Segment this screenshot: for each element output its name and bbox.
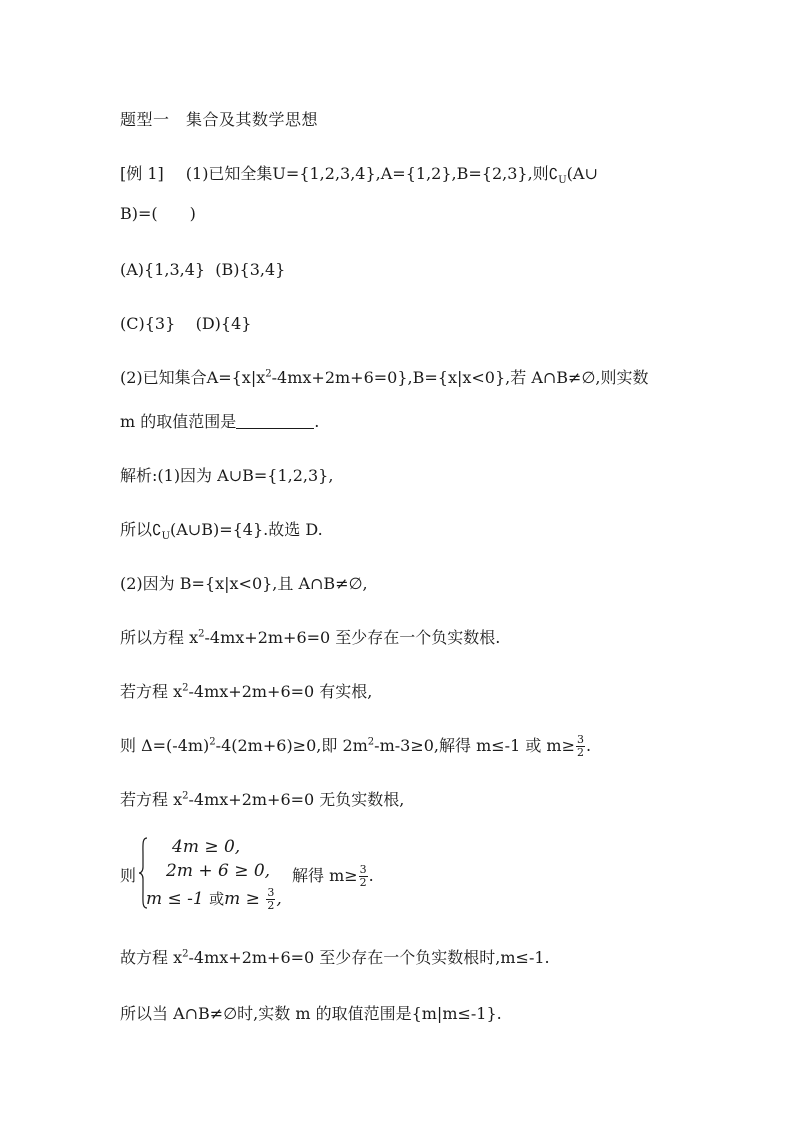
system-lead: 则 xyxy=(120,866,137,885)
solution-line-9: 所以当 A∩B≠∅时,实数 m 的取值范围是{m|m≤-1}. xyxy=(120,1004,502,1023)
option-c: (C){3} xyxy=(120,314,176,333)
option-a: (A){1,3,4} xyxy=(120,260,206,279)
solution-line-4: 所以方程 $x^2-4mx+2m+6=0$ 至少存在一个负实数根. xyxy=(120,628,501,647)
example-label: [例 1] xyxy=(120,164,164,183)
option-d: (D){4} xyxy=(195,314,252,333)
answer-blank xyxy=(236,412,314,429)
solution-line-7: 若方程 $x^2-4mx+2m+6=0$ 无负实数根, xyxy=(120,790,405,809)
solution-line-2: 所以$∁_U(A\cup B)=\{4\}$.故选 D. xyxy=(120,520,323,543)
system-row-2: 2m + 6 ≥ 0, xyxy=(166,861,271,881)
complement-symbol-2: ∁ xyxy=(152,521,162,539)
question-1-options-cd xyxy=(120,312,251,336)
question-1-line-1: [例 1] (1)已知全集U={1,2,3,4},A={1,2},B={2,3},则$∁_U(A\cup$ xyxy=(120,164,598,187)
complement-symbol: ∁ xyxy=(548,165,559,183)
fraction-three-halves-3: $\frac{3}{2}$ xyxy=(359,863,367,889)
question-2-line-2: m 的取值范围是 . xyxy=(120,412,320,431)
section-title: 题型一 集合及其数学思想 xyxy=(120,110,319,129)
system-row-3: m ≤ -1 或m ≥ $\frac{3}{2}$ , xyxy=(146,886,282,912)
question-2-line-1: (2)已知集合$A=\{x|x^2-4mx+2m+6=0\},B=\{x|x<0\}$,若 A∩B≠∅,则实数 xyxy=(120,368,649,387)
solution-line-6: 则 $\Delta=(-4m)^2-4(2m+6)\ge 0$,即 $2m^2-m-3\ge 0$,解得 m≤-1 或 m≥ $\frac{3}{2}$ . xyxy=(120,733,592,759)
option-b: (B){3,4} xyxy=(215,260,286,279)
question-1-options-ab xyxy=(120,258,285,282)
solution-line-1: 解析:(1)因为 A∪B={1,2,3}, xyxy=(120,466,334,485)
solution-line-8: 故方程 $x^2-4mx+2m+6=0$ 至少存在一个负实数根时,m≤-1. xyxy=(120,948,550,967)
system-row-1: 4m ≥ 0, xyxy=(172,837,241,857)
fraction-three-halves: $\frac{3}{2}$ xyxy=(577,733,585,759)
system-result: 解得 m≥ $\frac{3}{2}$ . xyxy=(292,863,374,889)
solution-line-5: 若方程 $x^2-4mx+2m+6=0$ 有实根, xyxy=(120,682,373,701)
fraction-three-halves-2: $\frac{3}{2}$ xyxy=(267,886,275,912)
solution-line-3: (2)因为 B={x|x<0},且 A∩B≠∅, xyxy=(120,574,368,593)
question-1-line-2: B)=( ) xyxy=(120,204,196,223)
